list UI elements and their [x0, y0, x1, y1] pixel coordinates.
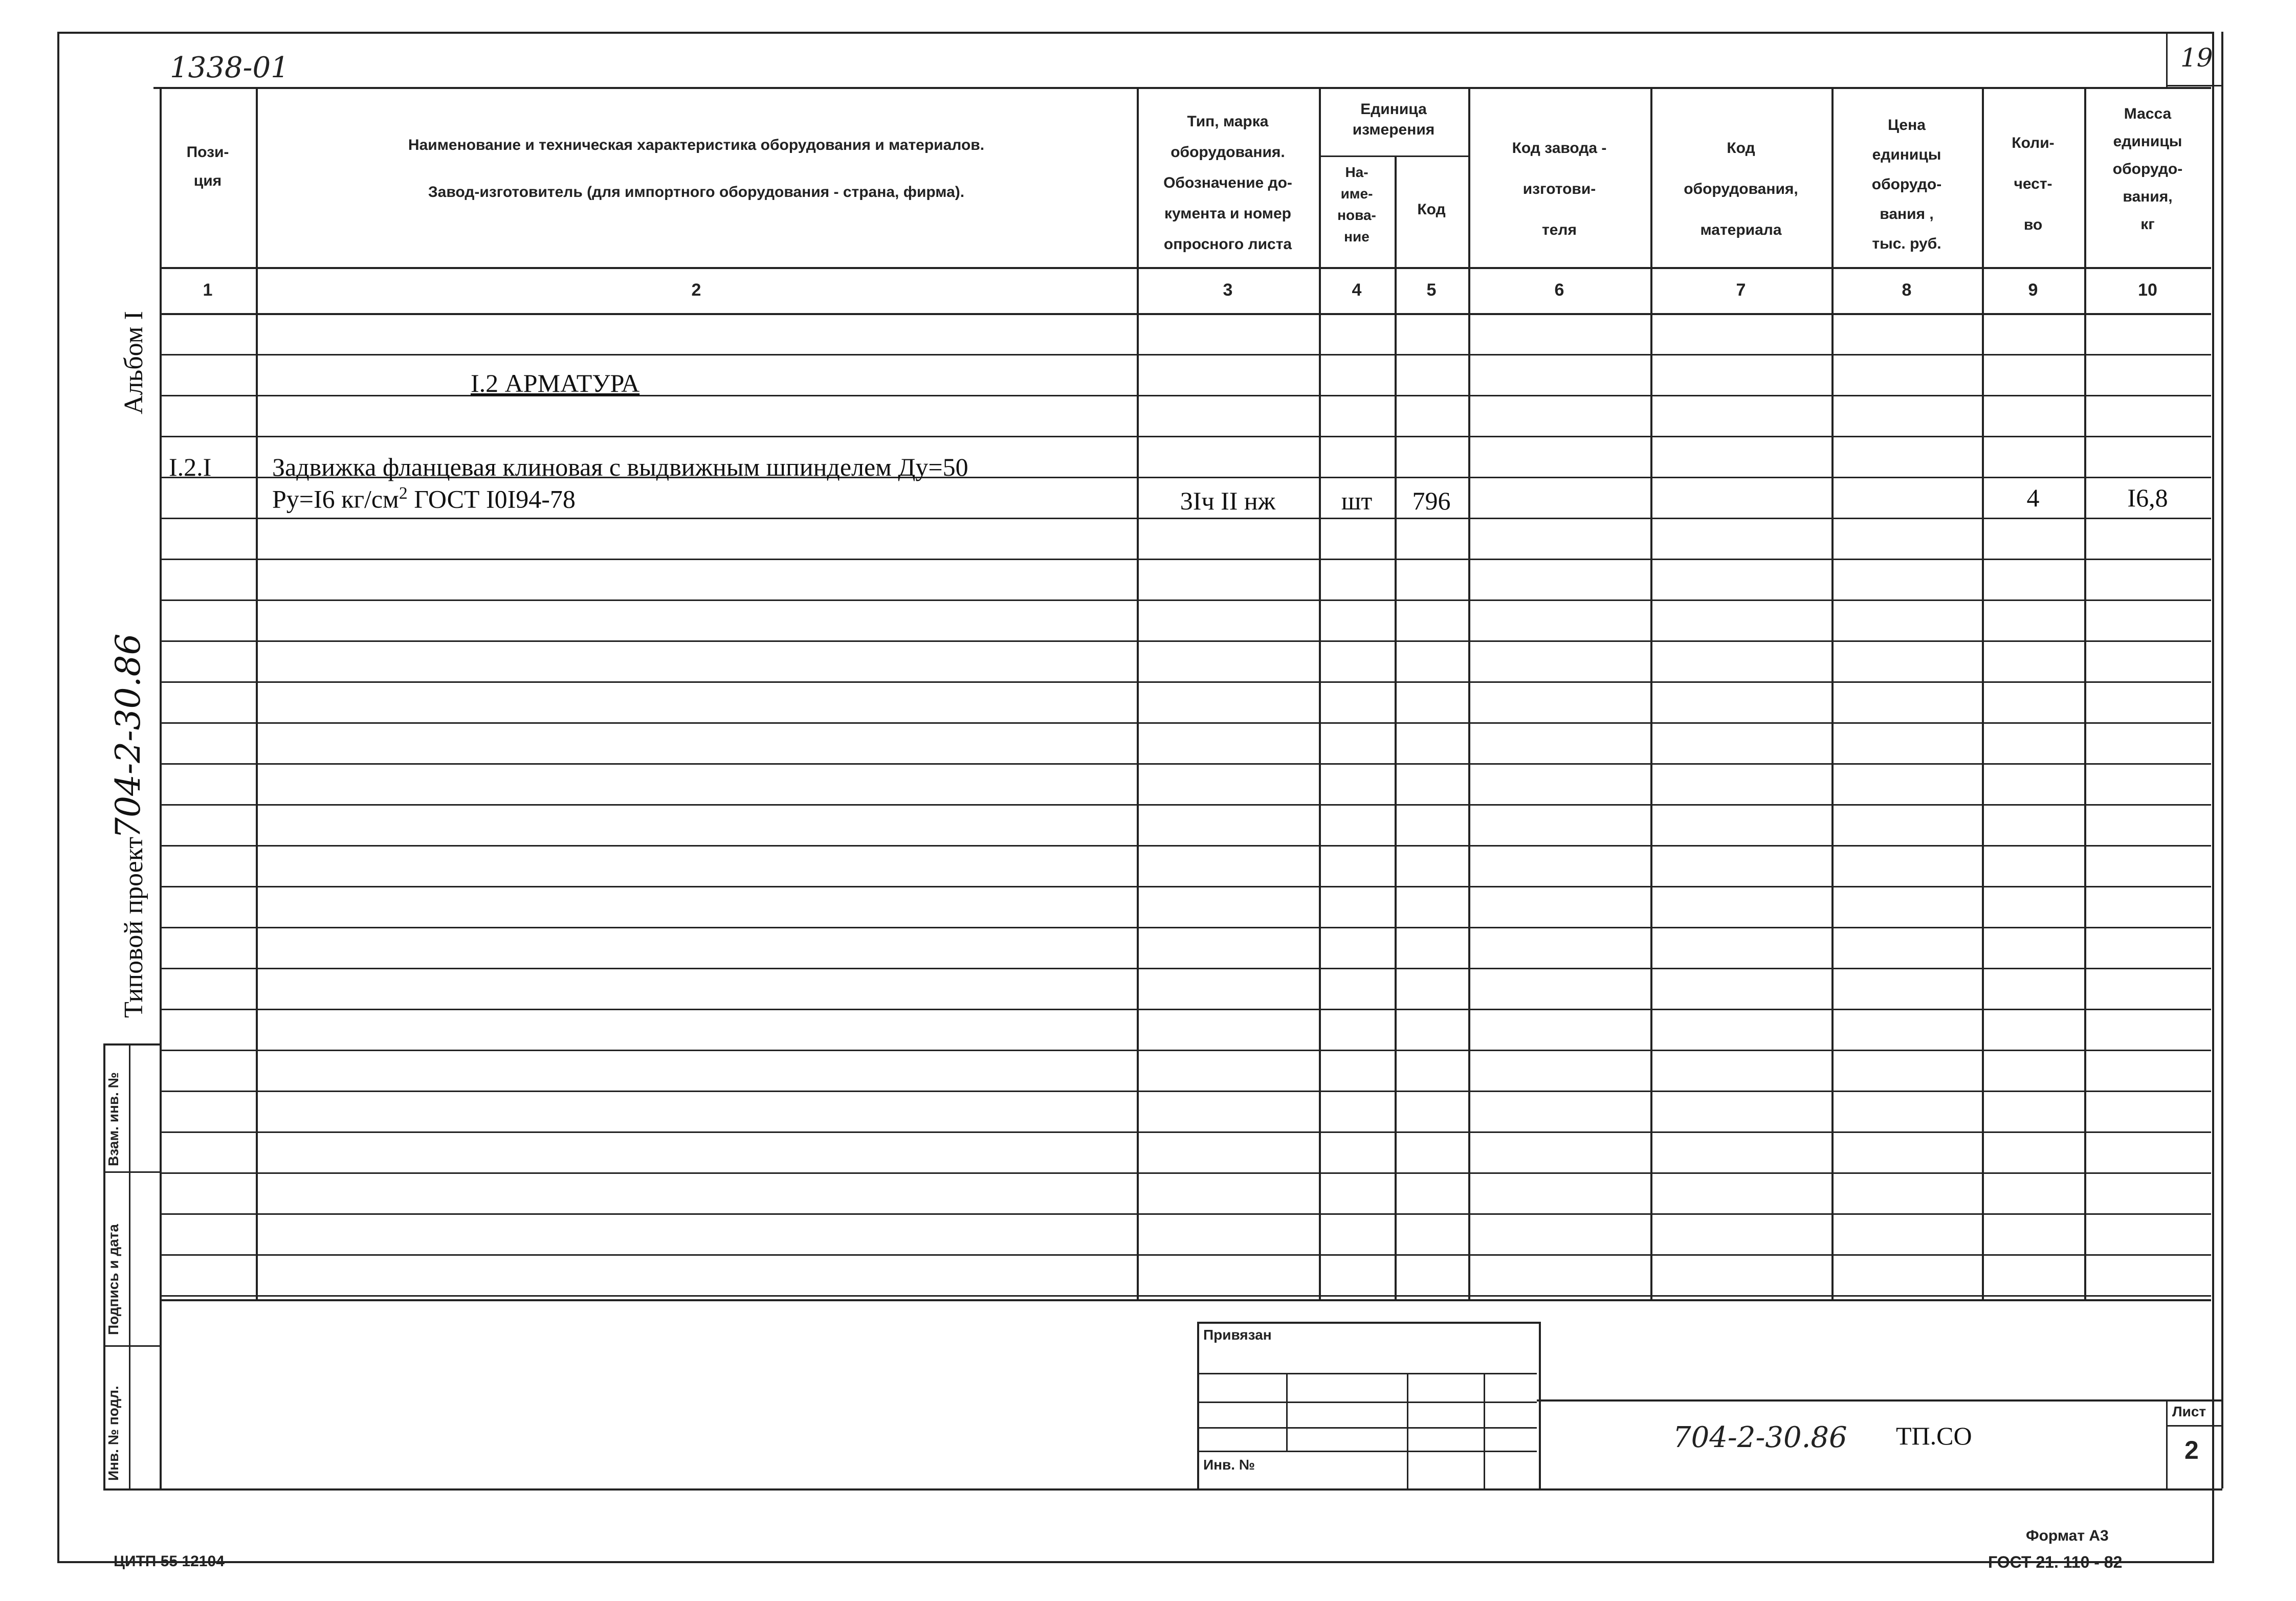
item-mass: I6,8	[2127, 483, 2168, 512]
privyazan-col-3	[1484, 1373, 1485, 1488]
right-border	[2212, 32, 2214, 1561]
item-name-line2	[272, 484, 576, 514]
header-unit-group: Единица измерения	[1352, 101, 1435, 138]
table-row-line	[160, 968, 2211, 969]
header-factory-code: Код завода - изготови- теля	[1512, 140, 1607, 238]
table-row-line	[160, 845, 2211, 847]
header-position: Пози- ция	[186, 144, 229, 189]
table-row-line	[160, 599, 2211, 601]
bottom-border-outer	[57, 1561, 2212, 1563]
privyazan-label: Привязан	[1203, 1327, 1272, 1343]
item-quantity: 4	[2026, 483, 2040, 512]
col-number-6: 6	[1554, 280, 1564, 300]
header-name-line2: Завод-изготовитель (для импортного оборудования - страна, фирма).	[428, 184, 965, 201]
outer-frame	[57, 32, 2214, 1563]
col-number-8: 8	[1902, 280, 1912, 300]
header-quantity: Коли- чест- во	[2012, 135, 2055, 233]
col-number-10: 10	[2138, 280, 2157, 300]
format-label: Формат А3	[2026, 1527, 2109, 1544]
project-number-handwritten: 704-2-30.86	[108, 633, 148, 839]
table-row-line	[160, 1254, 2211, 1256]
table-row-line	[160, 722, 2211, 724]
table-row-line	[160, 354, 2211, 355]
table-row-line	[160, 681, 2211, 683]
sheet-label: Лист	[2172, 1404, 2206, 1419]
project-label: Типовой проект	[119, 837, 148, 1018]
item-name-gost: ГОСТ I0I94-78	[407, 484, 576, 514]
unit-group-split	[1319, 155, 1468, 157]
col-divider-7	[1831, 87, 1834, 1299]
top-border	[57, 32, 2212, 34]
item-name-superscript: 2	[399, 484, 408, 503]
col-number-7: 7	[1736, 280, 1746, 300]
header-type: Тип, марка оборудования. Обозначение до- кумента и номер опросного листа	[1163, 113, 1292, 253]
item-unit: шт	[1341, 486, 1373, 515]
table-row-line	[160, 395, 2211, 396]
col-divider-2	[1137, 87, 1139, 1299]
table-row-line	[160, 886, 2211, 887]
item-name-pressure: Ру=I6 кг/см	[272, 484, 399, 514]
table-row-line	[160, 640, 2211, 642]
doc-number: 704-2-30.86	[1673, 1421, 1847, 1454]
col-number-2: 2	[691, 280, 701, 300]
table-row-line	[160, 763, 2211, 765]
col-divider-9	[2084, 87, 2086, 1299]
privyazan-row-4	[1197, 1451, 1537, 1452]
stamp-vzam: Взам. инв. №	[105, 1072, 121, 1166]
item-type: 3Iч II нж	[1180, 486, 1276, 515]
privyazan-col-2	[1407, 1373, 1408, 1488]
sheet-number: 2	[2184, 1436, 2199, 1464]
col-divider-5	[1468, 87, 1470, 1299]
header-mass: Масса единицы оборудо- вания, кг	[2112, 105, 2183, 233]
item-name-line1: Задвижка фланцевая клиновая с выдвижным шпинделем Ду=50	[272, 453, 968, 481]
col-divider-6	[1650, 87, 1652, 1299]
stamp-inv: Инв. № подл.	[105, 1386, 121, 1481]
table-row-line	[160, 1091, 2211, 1092]
table-row-line	[160, 1131, 2211, 1133]
col-number-bottom-line	[160, 313, 2211, 315]
table-row-line	[160, 927, 2211, 928]
table-row-line	[160, 1009, 2211, 1010]
header-equipment-code: Код оборудования, материала	[1684, 140, 1798, 238]
side-stamp-sep-1	[103, 1171, 160, 1173]
sheet-box-split	[2166, 1425, 2221, 1427]
col-number-9: 9	[2028, 280, 2038, 300]
item-unit-code: 796	[1412, 486, 1451, 515]
privyazan-row-1	[1197, 1373, 1537, 1374]
page-number: 19	[2180, 43, 2213, 73]
gost-label: ГОСТ 21. 110 - 82	[1988, 1553, 2123, 1571]
stamp-top-line	[1537, 1399, 2221, 1402]
col-number-5: 5	[1426, 280, 1437, 300]
header-price: Цена единицы оборудо- вания , тыс. руб.	[1871, 117, 1942, 252]
doc-code: ТП.СО	[1896, 1421, 1972, 1450]
table-row-line	[160, 1295, 2211, 1297]
stamp-podpis: Подпись и дата	[105, 1224, 121, 1335]
table-row-line	[160, 1213, 2211, 1215]
side-stamp-divider	[129, 1043, 130, 1488]
col-divider-4	[1395, 155, 1397, 1299]
section-title: I.2 АРМАТУРА	[471, 369, 640, 397]
inv-no-label: Инв. №	[1203, 1457, 1255, 1473]
citp-label: ЦИТП 55 12104	[114, 1553, 225, 1570]
privyazan-row-3	[1197, 1427, 1537, 1429]
page-number-box-divider	[2166, 32, 2168, 87]
table-row-line	[160, 1050, 2211, 1051]
header-bottom-line	[160, 267, 2211, 269]
album-label: Альбом I	[119, 311, 148, 414]
page-number-box-bottom	[2166, 85, 2221, 86]
col-number-1: 1	[203, 280, 213, 300]
inner-bottom-border	[103, 1488, 2222, 1491]
col-divider-8	[1982, 87, 1984, 1299]
table-row-line	[160, 436, 2211, 437]
inner-right-border	[2221, 32, 2223, 1488]
side-stamp-sep-2	[103, 1345, 160, 1347]
header-unit-name: На- име- нова- ние	[1337, 164, 1376, 244]
table-row-line	[160, 1172, 2211, 1174]
col-number-3: 3	[1223, 280, 1233, 300]
privyazan-col-1	[1286, 1373, 1288, 1451]
table-row-line	[160, 559, 2211, 560]
privyazan-row-2	[1197, 1402, 1537, 1403]
item-position: I.2.I	[169, 453, 212, 481]
corner-code: 1338-01	[170, 51, 289, 84]
table-row-line	[160, 518, 2211, 519]
header-name-line1: Наименование и техническая характеристика оборудования и материалов.	[408, 137, 985, 153]
table-bottom-line	[160, 1299, 2211, 1301]
col-divider-1	[256, 87, 258, 1299]
header-top-line	[153, 87, 2211, 89]
table-row-line	[160, 804, 2211, 806]
sheet-box-left	[2166, 1399, 2168, 1488]
col-number-4: 4	[1352, 280, 1362, 300]
header-unit-code: Код	[1417, 201, 1446, 218]
col-divider-3	[1319, 87, 1321, 1299]
